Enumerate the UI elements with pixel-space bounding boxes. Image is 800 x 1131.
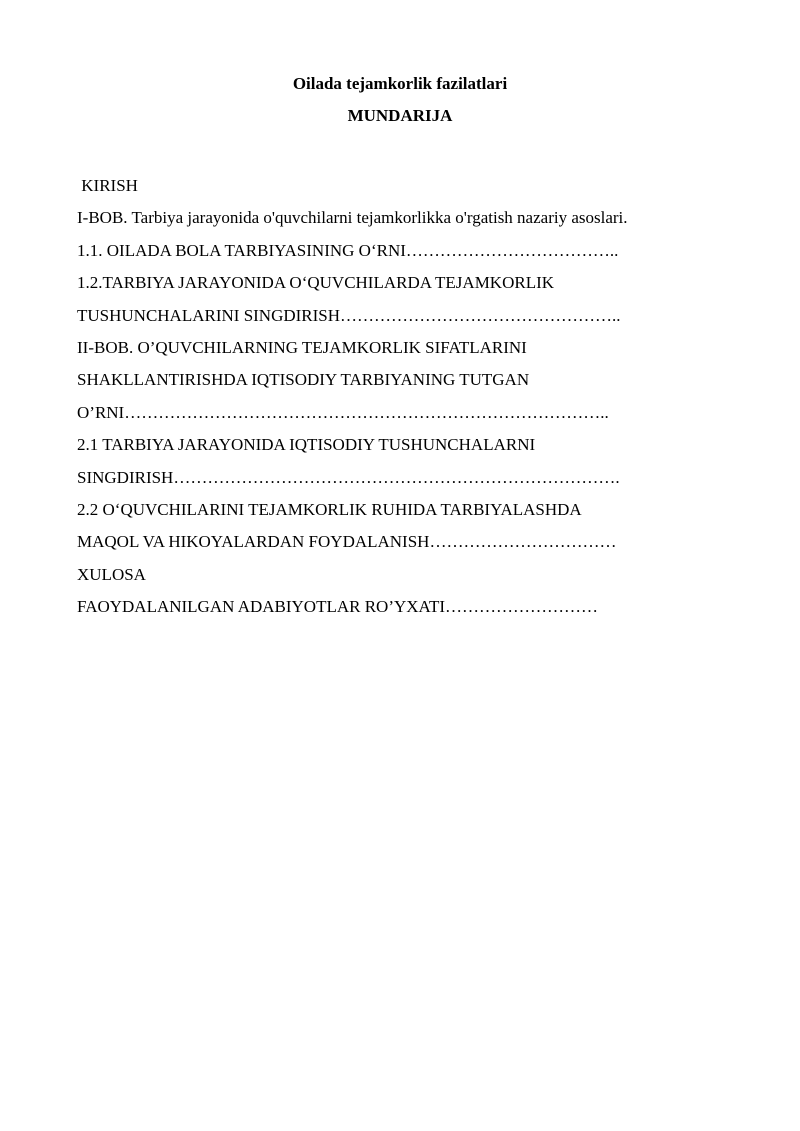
toc-entry-section-1-1: 1.1. OILADA BOLA TARBIYASINING O‘RNI………………………………..	[77, 240, 619, 260]
document-title: Oilada tejamkorlik fazilatlari	[292, 74, 508, 93]
table-of-contents	[77, 170, 737, 623]
toc-entry-section-2-2: 2.2 O‘QUVCHILARINI TEJAMKORLIK RUHIDA TARBIYALASHDA	[77, 499, 582, 519]
toc-entry-section-1-2-cont: TUSHUNCHALARINI SINGDIRISH…………………………………………..	[77, 305, 621, 325]
toc-entry-xulosa: XULOSA	[77, 564, 146, 584]
toc-entry-chapter-1: I-BOB. Tarbiya jarayonida o'quvchilarni tejamkorlikka o'rgatish nazariy asoslari.	[77, 208, 628, 228]
toc-entry-chapter-2: II-BOB. O’QUVCHILARNING TEJAMKORLIK SIFATLARINI	[77, 337, 527, 357]
toc-entry-section-2-2-cont: MAQOL VA HIKOYALARDAN FOYDALANISH……………………………	[77, 532, 617, 552]
toc-entry-kirish: KIRISH	[77, 176, 138, 195]
toc-entry-references: FAOYDALANILGAN ADABIYOTLAR RO’YXATI………………………	[77, 597, 598, 617]
contents-heading: MUNDARIJA	[347, 106, 453, 125]
toc-entry-section-2-1: 2.1 TARBIYA JARAYONIDA IQTISODIY TUSHUNCHALARNI	[77, 435, 536, 455]
toc-entry-section-2-1-cont: SINGDIRISH…………………………………………………………………….	[77, 467, 620, 487]
toc-entry-chapter-2-cont-2: O’RNI…………………………………………………………………………..	[77, 402, 609, 422]
toc-entry-section-1-2: 1.2.TARBIYA JARAYONIDA O‘QUVCHILARDA TEJAMKORLIK	[77, 273, 555, 293]
toc-entry-chapter-2-cont: SHAKLLANTIRISHDA IQTISODIY TARBIYANING TUTGAN	[77, 370, 530, 390]
